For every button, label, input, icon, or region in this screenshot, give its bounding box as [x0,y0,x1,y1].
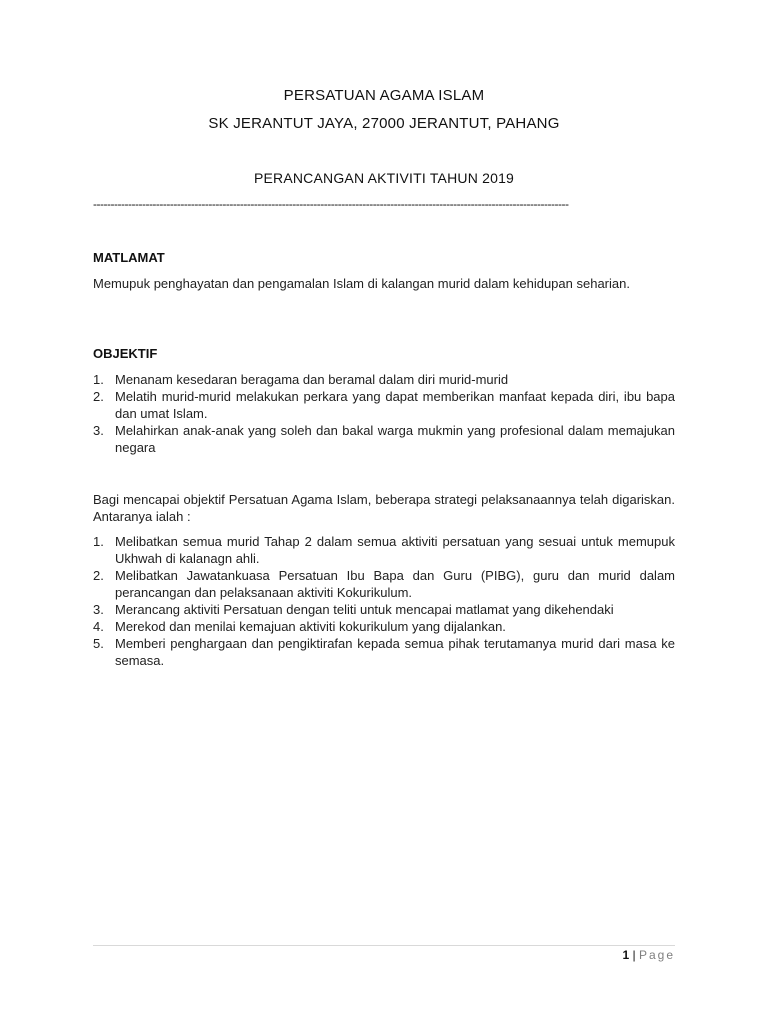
list-item-text: Melatih murid-murid melakukan perkara yang dapat memberikan manfaat kepada diri, ibu bapa dan umat Islam. [115,389,675,421]
footer-pipe: | [629,948,639,962]
strategi-list [93,533,675,669]
page-number: 1 [622,948,630,962]
matlamat-heading: MATLAMAT [93,250,165,265]
page-label: Page [638,948,675,962]
list-item-number: 3. [93,602,104,617]
objektif-list [93,371,675,456]
list-item-number: 1. [93,534,104,549]
list-item-number: 4. [93,619,104,634]
list-item [93,388,675,422]
list-item [93,533,675,567]
list-item-number: 5. [93,636,104,651]
list-item-number: 2. [93,389,104,404]
list-item-number: 2. [93,568,104,583]
strategi-intro: Bagi mencapai objektif Persatuan Agama Islam, beberapa strategi pelaksanaannya telah digariskan. Antaranya ialah : [93,492,675,524]
document-title: PERANCANGAN AKTIVITI TAHUN 2019 [253,170,515,186]
page-footer [622,948,675,962]
list-item-text: Melibatkan Jawatankuasa Persatuan Ibu Bapa dan Guru (PIBG), guru dan murid dalam perancangan dan pelaksanaan aktiviti Kokurikulum. [115,568,675,600]
list-item-text: Merancang aktiviti Persatuan dengan teliti untuk mencapai matlamat yang dikehendaki [115,602,614,617]
list-item [93,601,675,618]
list-item-text: Menanam kesedaran beragama dan beramal dalam diri murid-murid [115,372,509,387]
list-item [93,618,675,635]
list-item [93,567,675,601]
footer-divider [93,945,675,946]
list-item-text: Melibatkan semua murid Tahap 2 dalam semua aktiviti persatuan yang sesuai untuk memupuk Ukhwah di kalanagn ahli. [115,534,675,566]
matlamat-text: Memupuk penghayatan dan pengamalan Islam di kalangan murid dalam kehidupan seharian. [93,276,630,291]
objektif-heading: OBJEKTIF [93,346,158,361]
dashed-separator: ---------------------------------------------------------------------------------------------------------------------------------------- [93,197,569,211]
list-item [93,422,675,456]
list-item-number: 1. [93,372,104,387]
list-item-text: Melahirkan anak-anak yang soleh dan bakal warga mukmin yang profesional dalam memajukan negara [115,423,675,455]
list-item [93,635,675,669]
list-item-text: Memberi penghargaan dan pengiktirafan kepada semua pihak terutamanya murid dari masa ke semasa. [115,636,675,668]
org-title: PERSATUAN AGAMA ISLAM [283,87,485,104]
school-address: SK JERANTUT JAYA, 27000 JERANTUT, PAHANG [208,115,560,132]
list-item [93,371,675,388]
list-item-text: Merekod dan menilai kemajuan aktiviti kokurikulum yang dijalankan. [115,619,506,634]
list-item-number: 3. [93,423,104,438]
